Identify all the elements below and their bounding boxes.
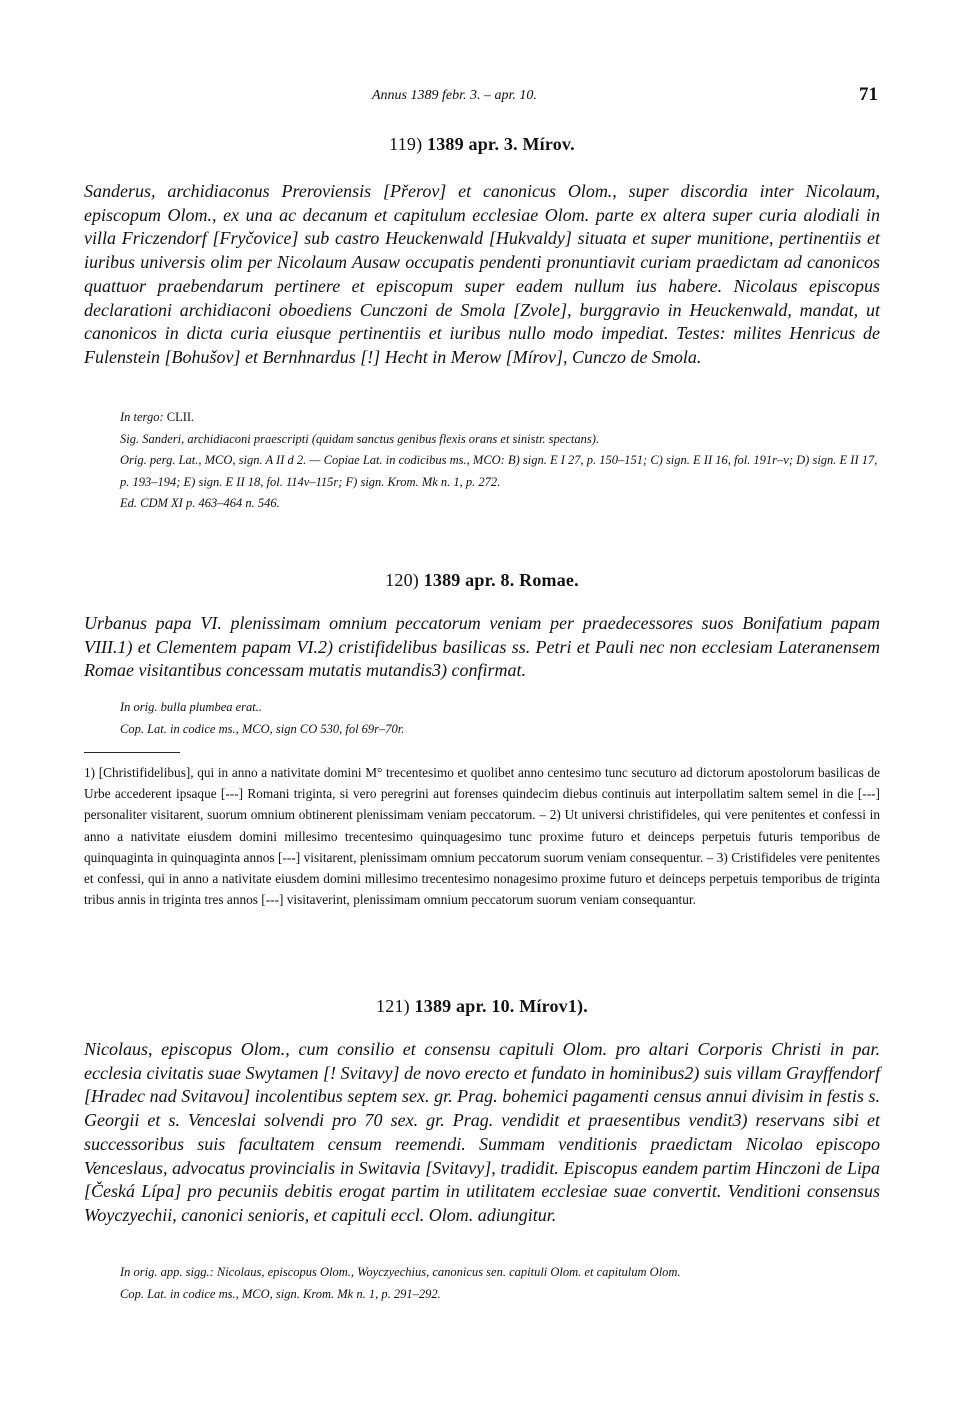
note-line: Orig. perg. Lat., MCO, sign. A II d 2. — Copiae Lat. in codicibus ms., MCO: B) sign. E I 27, p. 150–151; C) sign. E II 16, fol. 191r–v; D) sign. E II 17, p. 193–194; E) sign. E II 18, fol. 114v–115r; F) sign. Krom. Mk n. 1, p. 272.: [120, 453, 878, 489]
regest-120: Urbanus papa VI. plenissimam omnium peccatorum veniam per praedecessores suos Bonifatium papam VIII.1) et Clementem papam VI.2) cristifidelibus basilicas ss. Petri et Pauli nec non ecclesiam Lateranensem Romae visitantibus concessam mutatis mutandis3) confirmat.: [84, 613, 880, 681]
note-line: Sig. Sanderi, archidiaconi praescripti (quidam sanctus genibus flexis orans et sinistr. spectans).: [120, 431, 600, 446]
footnotes-120: 1) [Christifidelibus], qui in anno a nativitate domini M° trecentesimo et quolibet anno centesimo tunc secuturo ad dictorum apostolorum basilicas de Urbe accederent ipsaque [---] Romani triginta, si vero peregrini aut forenses quindecim diebus continuis aut interpollatim saltem semel in die [---] personaliter visitarent, suorum omnium obtinerent plenissimam veniam peccatorum. – 2) Ut universi christifideles, qui vere penitentes et confessi in anno a nativitate eiusdem domini millesimo trecentesimo quinquagesimo tunc proxime futuro et deinceps perpetuis futuris temporibus de quinquaginta in quinquaginta annos [---] visitarent, plenissimam omnium peccatorum suorum veniam consequentur. – 3) Cristifideles vere penitentes et confessi, qui in anno a nativitate eiusdem domini millesimo trecentesimo nonagesimo proxime futuro et deinceps perpetuis temporibus de triginta tribus annis in triginta tres annos [---] visitaverint, plenissimam omnium peccatorum suorum veniam consequantur.: [84, 765, 880, 908]
document-number: 121): [376, 996, 410, 1016]
note-line: Cop. Lat. in codice ms., MCO, sign CO 530, fol 69r–70r.: [120, 721, 405, 736]
document-heading-120: [84, 570, 880, 591]
regest-119: Sanderus, archidiaconus Preroviensis [Přerov] et canonicus Olom., super discordia inter Nicolaum, episcopum Olom., ex una ac decanum et capitulum ecclesiae Olom. parte ex altera super curia alodiali in villa Friczendorf [Fryčovice] sub castro Heuckenwald [Hukvaldy] situata et super munitione, pertinentiis et iuribus universis olim per Nicolaum Ausaw occupatis pendenti pronuntiavit curiam praedictam ad canonicos quattuor praebendarum pertinere et episcopum super eadem nullum ius habere. Nicolaus episcopus declarationi archidiaconi oboediens Cunczoni de Smola [Zvole], burggravio in Heuckenwald, mandat, ut canonicos in dicta curia eiusque pertinentiis et iuribus nullo modo impediat. Testes: milites Henricus de Fulenstein [Bohušov] et Bernhnardus [!] Hecht in Merow [Mírov], Cunczo de Smola.: [84, 181, 880, 367]
document-number: 119): [389, 134, 423, 154]
footnote-rule: [84, 752, 180, 753]
apparatus-121: [120, 1262, 880, 1305]
note-line: Ed. CDM XI p. 463–464 n. 546.: [120, 496, 280, 510]
document-date-place: 1389 apr. 8. Romae.: [423, 570, 579, 590]
apparatus-120: [120, 697, 880, 740]
regest-121: Nicolaus, episcopus Olom., cum consilio et consensu capituli Olom. pro altari Corporis Christi in par. ecclesia civitatis suae Swytamen [! Svitavy] de novo erecto et fundato in hominibus2) suis villam Grayffendorf [Hradec nad Svitavou] incolentibus septem sex. gr. Prag. bohemici pagamenti census annui divisim in festis s. Georgii et s. Venceslai solvendi pro 70 sex. gr. Prag. vendidit et praesentibus vendit3) reservans sibi et successoribus suis facultatem censum reemendi. Summam venditionis praedictam Nicolao episcopo Venceslaus, advocatus provincialis in Switavia [Svitavy], tradidit. Episcopus eandem partim Hinczoni de Lipa [Česká Lípa] pro pecuniis debitis erogat partim in utilitatem ecclesiae suae convertit. Venditioni consensus Woyczyechii, canonici senioris, et capituli eccl. Olom. adiungitur.: [84, 1039, 880, 1225]
document-number: 120): [385, 570, 419, 590]
document-heading-121: [84, 996, 880, 1017]
document-date-place: 1389 apr. 3. Mírov.: [427, 134, 575, 154]
note-line: In orig. bulla plumbea erat..: [120, 700, 263, 714]
apparatus-119: [120, 407, 880, 515]
note-line: In tergo: CLII.: [120, 410, 195, 424]
note-line: Cop. Lat. in codice ms., MCO, sign. Krom. Mk n. 1, p. 291–292.: [120, 1286, 441, 1301]
document-heading-119: [84, 134, 880, 155]
page-number: 71: [859, 84, 878, 105]
document-date-place: 1389 apr. 10. Mírov1).: [414, 996, 588, 1016]
running-title: Annus 1389 febr. 3. – apr. 10.: [372, 88, 537, 103]
note-line: In orig. app. sigg.: Nicolaus, episcopus Olom., Woyczyechius, canonicus sen. capituli Olom. et capitulum Olom.: [120, 1265, 681, 1279]
